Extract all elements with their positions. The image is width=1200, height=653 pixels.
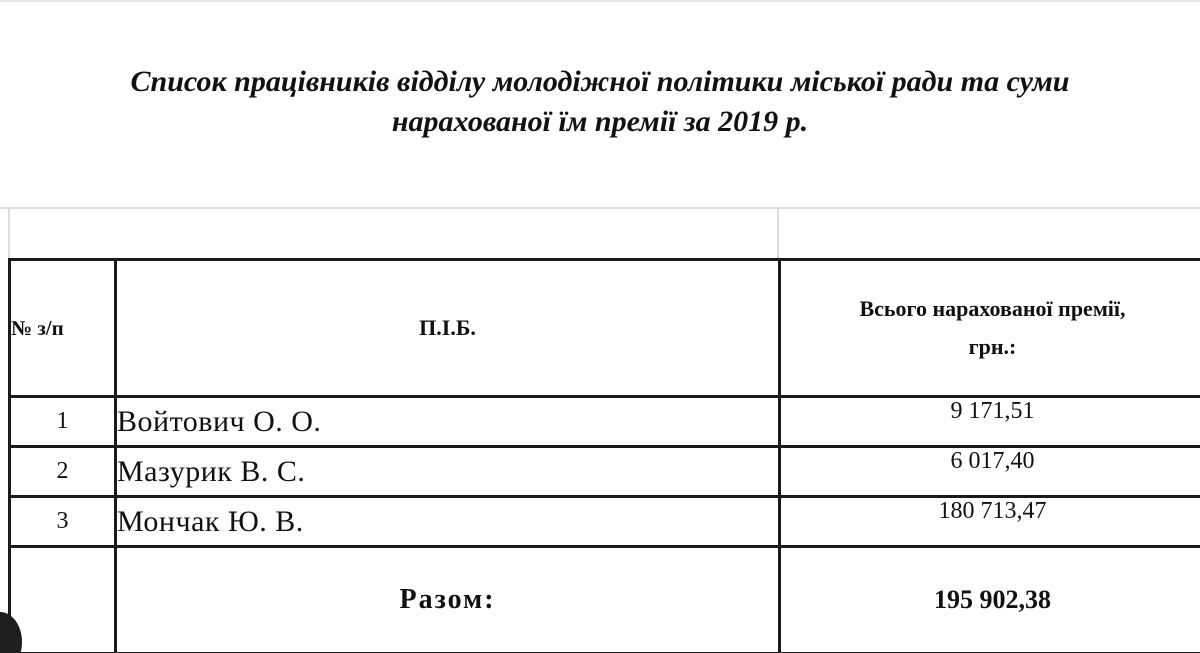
row-number: 1 (10, 397, 116, 447)
row-amount: 9 171,51 (780, 397, 1200, 447)
spreadsheet-gridline (0, 207, 1200, 209)
spreadsheet-gridline (777, 207, 779, 259)
table-row (10, 397, 1200, 447)
row-number: 3 (10, 497, 116, 547)
top-divider (0, 0, 1200, 2)
row-number: 2 (10, 447, 116, 497)
table-header-row (10, 260, 1200, 397)
row-name: Мазурик В. С. (116, 447, 780, 497)
total-row (10, 547, 1200, 653)
header-sum (780, 260, 1200, 397)
title-line-2: нарахованої їм премії за 2019 р. (391, 105, 809, 138)
row-name: Войтович О. О. (116, 397, 780, 447)
row-amount: 6 017,40 (780, 447, 1200, 497)
document-title (20, 62, 1180, 142)
header-number: № з/п (10, 260, 116, 397)
header-sum-line-2: грн.: (968, 334, 1017, 359)
table-row (10, 497, 1200, 547)
spreadsheet-gridline (8, 207, 10, 259)
header-sum-line-1: Всього нарахованої премії, (859, 296, 1126, 321)
title-line-1: Список працівників відділу молодіжної політики міської ради та суми (130, 65, 1070, 98)
bonus-table (8, 258, 1200, 653)
total-label: Разом: (116, 547, 780, 653)
table-row (10, 447, 1200, 497)
total-empty-cell (10, 547, 116, 653)
row-name: Мончак Ю. В. (116, 497, 780, 547)
total-value: 195 902,38 (780, 547, 1200, 653)
header-name: П.І.Б. (116, 260, 780, 397)
row-amount: 180 713,47 (780, 497, 1200, 547)
